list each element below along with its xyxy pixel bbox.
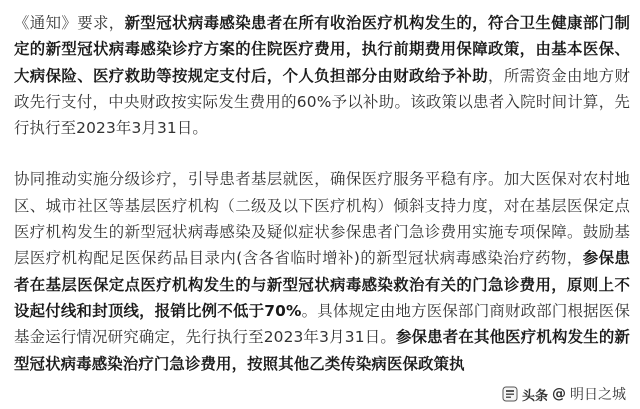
paragraph-2-text: 协同推动实施分级诊疗，引导患者基层就医，确保医疗服务平稳有序。加大医保对农村地区、城市社区等基层医疗机构（二级及以下医疗机构）倾斜支持力度，对在基层医保定点医疗机构发生的新型冠状病毒感染及疑似症状参保患者门急诊费用实施专项保障。鼓励基层医疗机构配足医保药品目录内(含各省临时增补)的新型冠状病毒感染治疗药物， bbox=[14, 170, 630, 268]
toutiao-logo-icon bbox=[502, 386, 518, 402]
watermark-at-sign: @ bbox=[552, 386, 566, 402]
paragraph-1-text: 《通知》要求， bbox=[14, 14, 125, 32]
paragraph-2 bbox=[14, 166, 630, 376]
article-body bbox=[14, 10, 630, 377]
paragraph-1-text: ，所需资金由地方财政先行支付，中央财政按实际发生费用的60%予以补助。该政策以患者入院时间计算，先行执行至2023年3月31日。 bbox=[14, 66, 630, 138]
paragraph-2-text: 。具体规定由地方医保部门商财政部门根据医保基金运行情况研究确定，先行执行至2023年3月31日。 bbox=[14, 301, 630, 347]
paragraph-1-bold-text: 新型冠状病毒感染患者在所有收治医疗机构发生的，符合卫生健康部门制定的新型冠状病毒感染诊疗方案的住院医疗费用，执行前期费用保障政策，由基本医保、大病保险、医疗救助等按规定支付后，个人负担部分由财政给予补助 bbox=[14, 14, 630, 85]
paragraph-2-bold-text: 参保患者在基层医保定点医疗机构发生的与新型冠状病毒感染救治有关的门急诊费用，原则上不设起付线和封顶线，报销比例不低于70% bbox=[14, 249, 630, 320]
paragraph-2-bold-text: 参保患者在其他医疗机构发生的新型冠状病毒感染治疗门急诊费用，按照其他乙类传染病医保政策执 bbox=[14, 328, 630, 373]
author-watermark bbox=[498, 383, 632, 405]
watermark-account: 明日之城 bbox=[570, 387, 626, 403]
paragraph-1 bbox=[14, 10, 630, 141]
watermark-platform: 头条 bbox=[521, 388, 548, 404]
